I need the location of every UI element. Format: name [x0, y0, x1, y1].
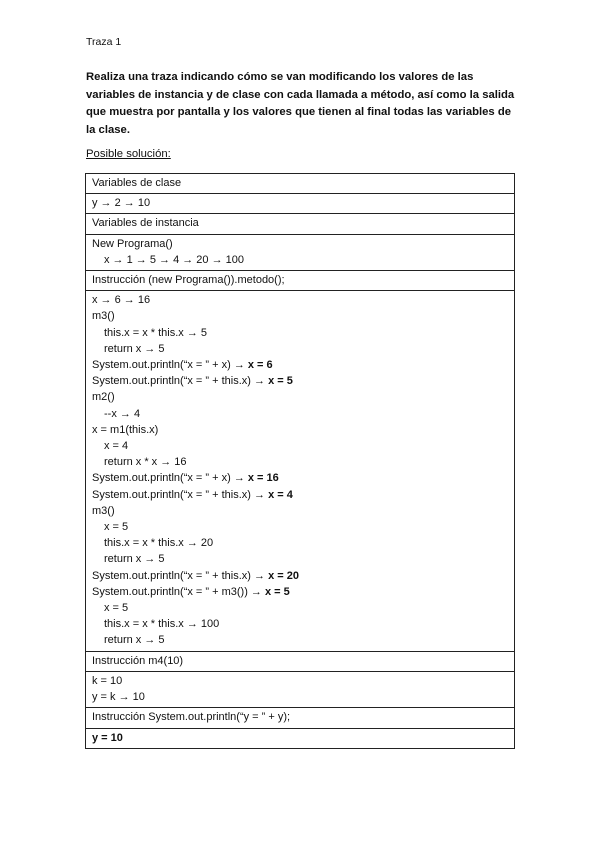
- instance-vars-line: New Programa(): [92, 237, 173, 250]
- table-row: [86, 174, 515, 194]
- trace-output: x = 4: [268, 488, 293, 501]
- trace-output-line: [92, 584, 508, 600]
- trace-line: return x * x → 16: [104, 456, 187, 469]
- trace-output-line: [92, 373, 508, 389]
- trace-line: x = 4: [104, 440, 129, 453]
- trace-stmt: System.out.println(“x = ” + this.x) →: [92, 488, 269, 501]
- instance-vars-line: x → 1 → 5 → 4 → 20 → 100: [104, 253, 245, 266]
- table-row: [86, 234, 515, 270]
- trace-output: x = 16: [247, 472, 279, 485]
- trace-output: x = 5: [268, 375, 293, 388]
- document-header: Traza 1: [86, 36, 122, 48]
- table-row: [86, 291, 515, 651]
- trace-output-line: [92, 487, 508, 503]
- trace-line: x → 6 → 16: [92, 294, 151, 307]
- m4-cell: [86, 671, 515, 707]
- trace-line: return x → 5: [104, 634, 165, 647]
- trace-output: x = 6: [247, 359, 273, 372]
- trace-line: return x → 5: [104, 342, 165, 355]
- exercise-statement: Realiza una traza indicando cómo se van modificando los valores de las variables de instancia y de clase con cada llamada a método, así como la salida que muestra por pantalla y los valores que tienen al final todas las variables de la clase.: [86, 71, 515, 136]
- solution-label: Posible solución:: [86, 148, 171, 160]
- trace-line: m2(): [92, 391, 115, 404]
- trace-stmt: System.out.println(“x = ” + this.x) →: [92, 569, 269, 582]
- solution-table: [85, 173, 515, 749]
- trace-line: this.x = x * this.x → 20: [104, 537, 214, 550]
- trace-line: x = m1(this.x): [92, 423, 159, 436]
- instance-vars-cell: [86, 234, 515, 270]
- trace-output-line: [92, 568, 508, 584]
- table-row: [86, 708, 515, 728]
- trace-line: m3(): [92, 504, 115, 517]
- trace-stmt: System.out.println(“x = ” + m3()) →: [92, 585, 265, 598]
- trace-line: this.x = x * this.x → 5: [104, 326, 208, 339]
- trace-line: --x → 4: [104, 407, 141, 420]
- trace-stmt: System.out.println(“x = ” + x) →: [92, 359, 248, 372]
- trace-output-line: [92, 357, 508, 373]
- trace-line: m3(): [92, 310, 115, 323]
- trace-output: x = 20: [268, 569, 299, 582]
- class-vars-title: Variables de clase: [86, 174, 515, 194]
- final-output: y = 10: [86, 728, 515, 748]
- instruction-1: Instrucción (new Programa()).metodo();: [86, 271, 515, 291]
- trace-stmt: System.out.println(“x = ” + this.x) →: [92, 375, 269, 388]
- class-vars-value: y → 2 → 10: [86, 194, 515, 214]
- table-row: [86, 271, 515, 291]
- table-row: [86, 728, 515, 748]
- trace-line: x = 5: [104, 602, 129, 615]
- trace-cell: [86, 291, 515, 651]
- m4-line: k = 10: [92, 674, 123, 687]
- instance-vars-title: Variables de instancia: [86, 214, 515, 234]
- table-row: [86, 671, 515, 707]
- trace-line: return x → 5: [104, 553, 165, 566]
- m4-line: y = k → 10: [92, 691, 145, 704]
- instruction-2: Instrucción m4(10): [86, 651, 515, 671]
- trace-output: x = 5: [264, 585, 290, 598]
- instruction-3: Instrucción System.out.println(“y = ” + y);: [86, 708, 515, 728]
- table-row: [86, 651, 515, 671]
- table-row: [86, 214, 515, 234]
- trace-output-line: [92, 470, 508, 486]
- trace-line: x = 5: [104, 521, 129, 534]
- trace-stmt: System.out.println(“x = ” + x) →: [92, 472, 248, 485]
- trace-line: this.x = x * this.x → 100: [104, 618, 220, 631]
- table-row: [86, 194, 515, 214]
